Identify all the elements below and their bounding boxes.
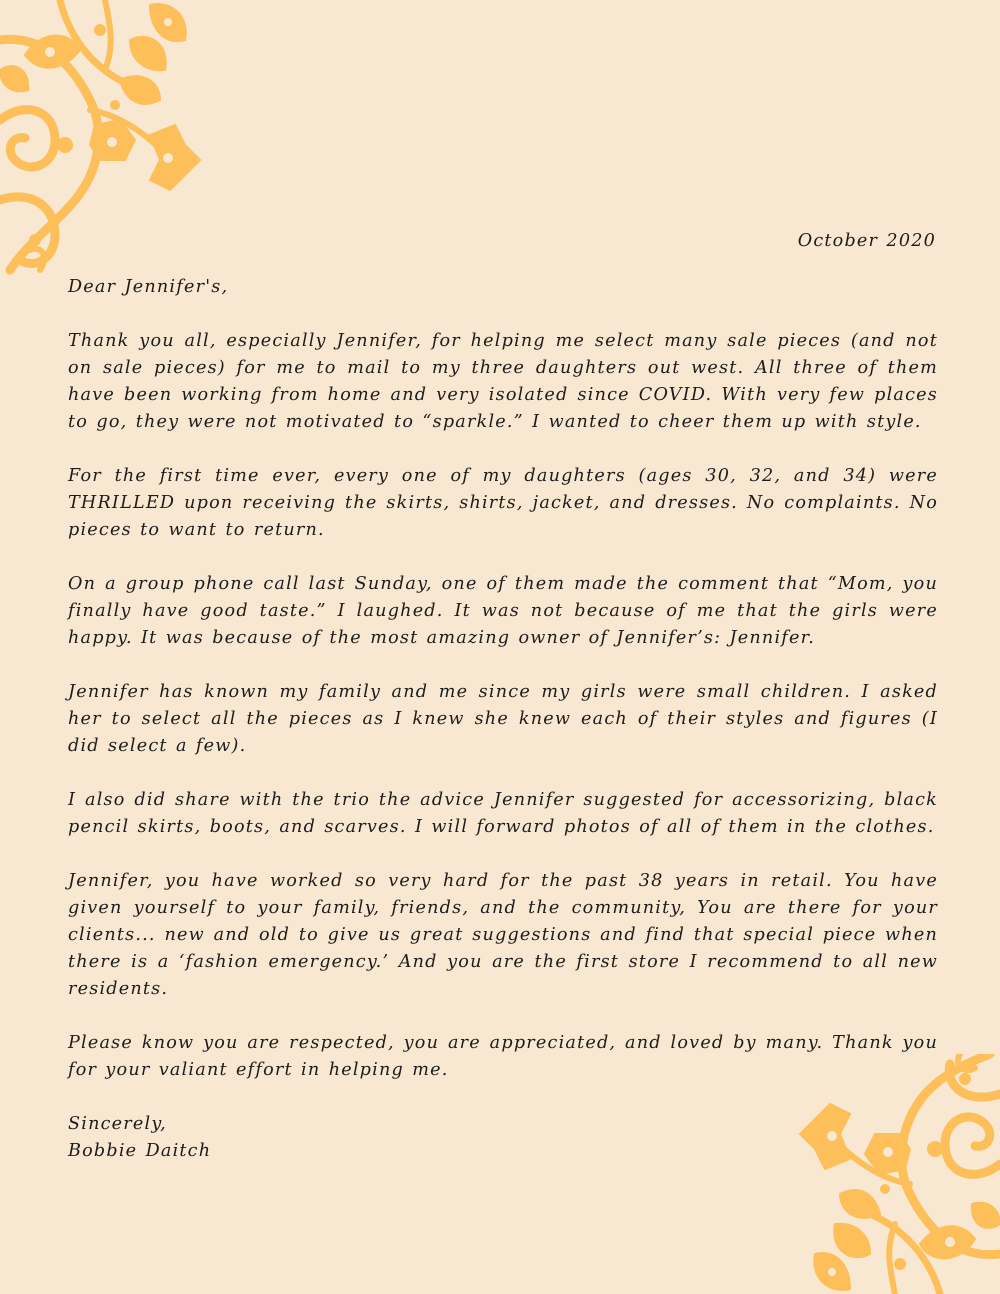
paragraph-4: Jennifer has known my family and me since my girls were small children. I asked her to select all the pieces as I knew she knew each of their styles and figures (I did select a few). xyxy=(68,682,938,756)
salutation: Dear Jennifer's, xyxy=(68,277,229,297)
paragraph-7: Please know you are respected, you are appreciated, and loved by many. Thank you for your valiant effort in helping me. xyxy=(68,1033,938,1080)
paragraph-6: Jennifer, you have worked so very hard for the past 38 years in retail. You have given yourself to your family, friends, and the community, You are there for your clients... new and old to give us great suggestions and find that special piece when there is a ‘fashion emergency.’ And you are the first store I recommend to all new residents. xyxy=(68,871,938,999)
paragraph-3: On a group phone call last Sunday, one of them made the comment that “Mom, you finally have good taste.” I laughed. It was not because of me that the girls were happy. It was because of the most amazing owner of Jennifer’s: Jennifer. xyxy=(68,574,938,648)
paragraph-1: Thank you all, especially Jennifer, for helping me select many sale pieces (and not on sale pieces) for me to mail to my three daughters out west. All three of them have been working from home and very isolated since COVID. With very few places to go, they were not motivated to “sparkle.” I wanted to cheer them up with style. xyxy=(68,331,938,432)
letter-date: October 2020 xyxy=(797,231,936,251)
paragraph-5: I also did share with the trio the advice Jennifer suggested for accessorizing, black pencil skirts, boots, and scarves. I will forward photos of all of them in the clothes. xyxy=(68,790,938,837)
paragraph-2: For the first time ever, every one of my daughters (ages 30, 32, and 34) were THRILLED upon receiving the skirts, shirts, jacket, and dresses. No complaints. No pieces to want to return. xyxy=(68,466,938,540)
letter-body xyxy=(68,228,938,1165)
closing: Sincerely, xyxy=(68,1114,167,1134)
signature: Bobbie Daitch xyxy=(68,1141,212,1161)
